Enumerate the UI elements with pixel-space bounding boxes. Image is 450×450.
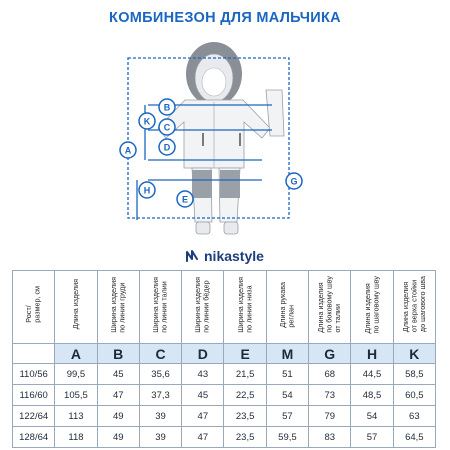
value-cell: 68 bbox=[309, 364, 351, 385]
letter-cell: K bbox=[393, 344, 435, 364]
value-cell: 105,5 bbox=[55, 385, 97, 406]
value-cell: 57 bbox=[351, 427, 393, 448]
value-cell: 43 bbox=[182, 364, 224, 385]
garment-diagram bbox=[0, 30, 450, 255]
value-cell: 83 bbox=[309, 427, 351, 448]
table-row bbox=[13, 385, 436, 406]
svg-text:D: D bbox=[163, 142, 171, 153]
marker-b-icon bbox=[159, 99, 175, 115]
value-cell: 57 bbox=[266, 406, 308, 427]
value-cell: 39 bbox=[139, 427, 181, 448]
letter-row bbox=[13, 344, 436, 364]
col-header-b: Ширина изделия по линии груди bbox=[97, 271, 139, 344]
letter-cell bbox=[13, 344, 55, 364]
letter-cell: H bbox=[351, 344, 393, 364]
value-cell: 47 bbox=[97, 385, 139, 406]
value-cell: 45 bbox=[182, 385, 224, 406]
col-header-g: Длина изделия по боковому шву от талии bbox=[309, 271, 351, 344]
marker-a-icon bbox=[120, 142, 136, 158]
col-header-m: Длина рукава реглан bbox=[266, 271, 308, 344]
value-cell: 64,5 bbox=[393, 427, 435, 448]
svg-text:C: C bbox=[163, 122, 171, 133]
letter-cell: M bbox=[266, 344, 308, 364]
letter-cell: D bbox=[182, 344, 224, 364]
col-header-h: Длина изделия по шаговому шву bbox=[351, 271, 393, 344]
value-cell: 79 bbox=[309, 406, 351, 427]
marker-g-icon bbox=[286, 173, 302, 189]
size-cell: 128/64 bbox=[13, 427, 55, 448]
col-header-d: Ширина изделия по линии бёдер bbox=[182, 271, 224, 344]
svg-text:G: G bbox=[290, 176, 298, 187]
fur-hood-illustration bbox=[186, 42, 242, 106]
letter-cell: G bbox=[309, 344, 351, 364]
col-header-a: Длина изделия bbox=[55, 271, 97, 344]
value-cell: 47 bbox=[182, 406, 224, 427]
value-cell: 49 bbox=[97, 406, 139, 427]
value-cell: 59,5 bbox=[266, 427, 308, 448]
size-header: Рост/ размер, см bbox=[13, 271, 55, 344]
value-cell: 49 bbox=[97, 427, 139, 448]
letter-cell: B bbox=[97, 344, 139, 364]
value-cell: 47 bbox=[182, 427, 224, 448]
value-cell: 22,5 bbox=[224, 385, 266, 406]
col-header-e: Ширина изделия по линии низа bbox=[224, 271, 266, 344]
size-cell: 122/64 bbox=[13, 406, 55, 427]
value-cell: 54 bbox=[351, 406, 393, 427]
value-cell: 23,5 bbox=[224, 427, 266, 448]
value-cell: 60,5 bbox=[393, 385, 435, 406]
col-header-c: Ширина изделия по линии талии bbox=[139, 271, 181, 344]
value-cell: 99,5 bbox=[55, 364, 97, 385]
letter-cell: E bbox=[224, 344, 266, 364]
size-cell: 116/60 bbox=[13, 385, 55, 406]
value-cell: 23,5 bbox=[224, 406, 266, 427]
value-cell: 54 bbox=[266, 385, 308, 406]
value-cell: 35,6 bbox=[139, 364, 181, 385]
brand-logo bbox=[185, 248, 264, 264]
jumpsuit-illustration bbox=[158, 90, 284, 234]
svg-text:A: A bbox=[124, 145, 132, 156]
value-cell: 118 bbox=[55, 427, 97, 448]
value-cell: 58,5 bbox=[393, 364, 435, 385]
marker-e-icon bbox=[177, 191, 193, 207]
col-header-k: Длина изделия от верха стойки до шагового шва bbox=[393, 271, 435, 344]
marker-h-icon bbox=[139, 182, 155, 198]
svg-text:B: B bbox=[163, 102, 171, 113]
size-table bbox=[12, 270, 436, 448]
marker-c-icon bbox=[159, 119, 175, 135]
value-cell: 73 bbox=[309, 385, 351, 406]
value-cell: 48,5 bbox=[351, 385, 393, 406]
n-zigzag-logo-icon bbox=[185, 249, 199, 263]
marker-k-icon bbox=[139, 113, 155, 129]
value-cell: 37,3 bbox=[139, 385, 181, 406]
value-cell: 44,5 bbox=[351, 364, 393, 385]
letter-cell: A bbox=[55, 344, 97, 364]
value-cell: 51 bbox=[266, 364, 308, 385]
svg-text:H: H bbox=[143, 185, 151, 196]
table-row bbox=[13, 406, 436, 427]
value-cell: 45 bbox=[97, 364, 139, 385]
page-title: КОМБИНЕЗОН ДЛЯ МАЛЬЧИКА bbox=[109, 10, 341, 26]
value-cell: 113 bbox=[55, 406, 97, 427]
letter-cell: C bbox=[139, 344, 181, 364]
header-row bbox=[13, 271, 436, 344]
value-cell: 63 bbox=[393, 406, 435, 427]
table-row bbox=[13, 364, 436, 385]
value-cell: 21,5 bbox=[224, 364, 266, 385]
size-cell: 110/56 bbox=[13, 364, 55, 385]
marker-d-icon bbox=[159, 139, 175, 155]
brand-name: nikastyle bbox=[204, 248, 264, 264]
table-row bbox=[13, 427, 436, 448]
value-cell: 39 bbox=[139, 406, 181, 427]
svg-text:K: K bbox=[143, 116, 151, 127]
svg-text:E: E bbox=[181, 194, 189, 205]
